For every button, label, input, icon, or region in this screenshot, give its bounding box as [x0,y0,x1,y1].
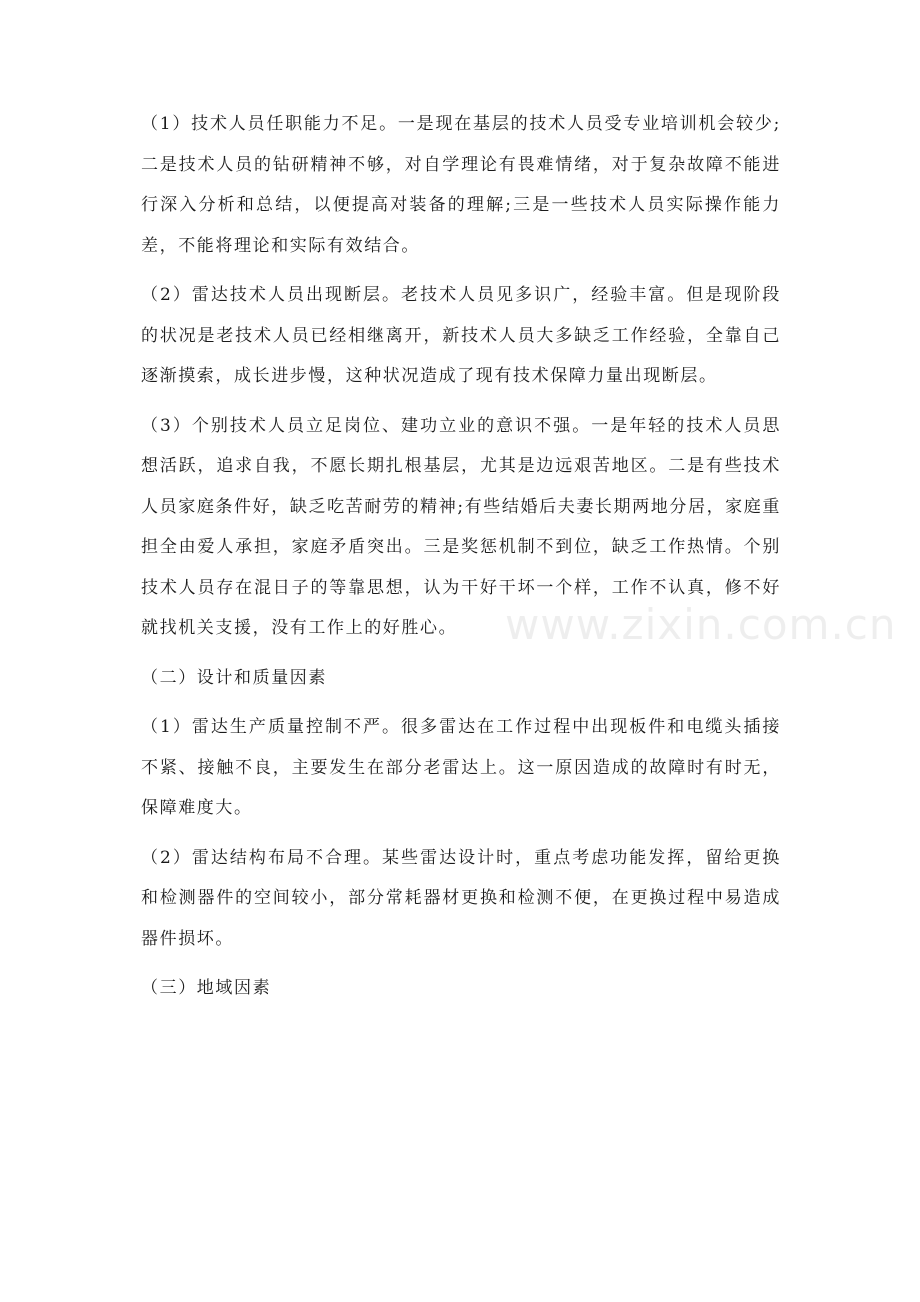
section-heading-design-quality: （二）设计和质量因素 [141,667,327,688]
paragraph-talent-gap: （2）雷达技术人员出现断层。老技术人员见多识广，经验丰富。但是现阶段的状况是老技术人员已经相继离开，新技术人员大多缺乏工作经验，全靠自己逐渐摸索，成长进步慢，这种状况造成了现有技术保障力量出现断层。 [141,285,781,386]
paragraph-job-awareness: （3）个别技术人员立足岗位、建功立业的意识不强。一是年轻的技术人员思想活跃，追求自我，不愿长期扎根基层，尤其是边远艰苦地区。二是有些技术人员家庭条件好，缺乏吃苦耐劳的精神;有些结婚后夫妻长期两地分居，家庭重担全由爱人承担，家庭矛盾突出。三是奖惩机制不到位，缺乏工作热情。个别技术人员存在混日子的等靠思想，认为干好干坏一个样，工作不认真，修不好就找机关支援，没有工作上的好胜心。 [141,415,781,638]
paragraph-structure-layout: （2）雷达结构布局不合理。某些雷达设计时，重点考虑功能发挥，留给更换和检测器件的空间较小，部分常耗器材更换和检测不便，在更换过程中易造成器件损坏。 [141,847,781,949]
paragraph-technical-ability: （1）技术人员任职能力不足。一是现在基层的技术人员受专业培训机会较少;二是技术人员的钻研精神不够，对自学理论有畏难情绪，对于复杂故障不能进行深入分析和总结，以便提高对装备的理解;三是一些技术人员实际操作能力差，不能将理论和实际有效结合。 [141,114,781,256]
watermark: www.zixin.com.cn [505,600,897,649]
section-heading-regional-factors: （三）地域因素 [141,978,272,998]
document-body [141,104,781,1018]
paragraph-production-quality: （1）雷达生产质量控制不严。很多雷达在工作过程中出现板件和电缆头插接不紧、接触不良，主要发生在部分老雷达上。这一原因造成的故障时有时无，保障难度大。 [141,717,781,818]
